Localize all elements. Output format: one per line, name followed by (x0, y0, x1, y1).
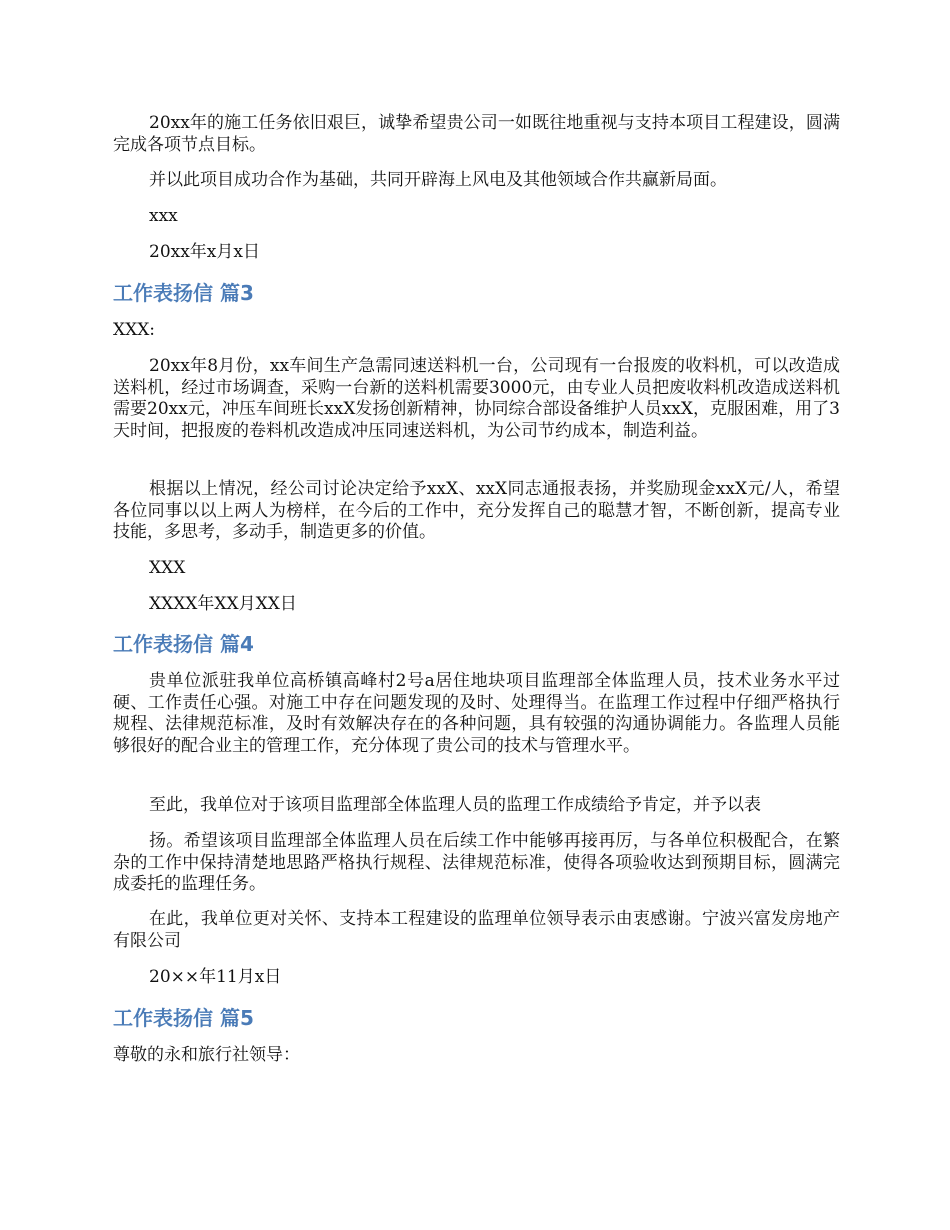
section-3-signature: XXX (149, 558, 186, 578)
section-3-paragraph-1: 20xx年8月份，xx车间生产急需同速送料机一台，公司现有一台报废的收料机，可以改造成送料机，经过市场调查，采购一台新的送料机需要3000元，由专业人员把废收料机改造成送料机需要20xx元，冲压车间班长xxX发扬创新精神，协同综合部设备维护人员xxX，克服困难，用了3天时间，把报废的卷料机改造成冲压同速送料机，为公司节约成本，制造利益。 (113, 356, 840, 441)
intro-signature: xxx (149, 206, 178, 226)
intro-date: 20xx年x月x日 (149, 242, 260, 262)
section-4-heading: 工作表扬信 篇4 (113, 632, 254, 656)
section-4-paragraph-2: 至此，我单位对于该项目监理部全体监理人员的监理工作成绩给予肯定，并予以表 (149, 795, 761, 815)
section-3-heading: 工作表扬信 篇3 (113, 281, 254, 305)
intro-paragraph-2: 并以此项目成功合作为基础，共同开辟海上风电及其他领域合作共赢新局面。 (149, 170, 727, 190)
section-3-paragraph-2: 根据以上情况，经公司讨论决定给予xxX、xxX同志通报表扬，并奖励现金xxX元/人，希望各位同事以以上两人为榜样，在今后的工作中，充分发挥自己的聪慧才智，不断创新，提高专业技能，多思考，多动手，制造更多的价值。 (113, 479, 840, 542)
section-4-paragraph-1: 贵单位派驻我单位高桥镇高峰村2号a居住地块项目监理部全体监理人员，技术业务水平过硬、工作责任心强。对施工中存在问题发现的及时、处理得当。在监理工作过程中仔细严格执行规程、法律规范标准，及时有效解决存在的各种问题，具有较强的沟通协调能力。各监理人员能够很好的配合业主的管理工作，充分体现了贵公司的技术与管理水平。 (113, 671, 840, 756)
section-4-paragraph-4: 在此，我单位更对关怀、支持本工程建设的监理单位领导表示由衷感谢。宁波兴富发房地产有限公司 (113, 909, 840, 951)
section-4-paragraph-3: 扬。希望该项目监理部全体监理人员在后续工作中能够再接再厉，与各单位积极配合，在繁杂的工作中保持清楚地思路严格执行规程、法律规范标准，使得各项验收达到预期目标，圆满完成委托的监理任务。 (113, 831, 840, 894)
section-3-date: XXXX年XX月XX日 (149, 594, 297, 614)
section-5-salutation: 尊敬的永和旅行社领导： (113, 1045, 300, 1065)
section-4-date: 20××年11月x日 (149, 967, 282, 987)
intro-paragraph-1: 20xx年的施工任务依旧艰巨，诚挚希望贵公司一如既往地重视与支持本项目工程建设，圆满完成各项节点目标。 (113, 113, 840, 155)
section-3-salutation: XXX: (113, 320, 156, 340)
section-5-heading: 工作表扬信 篇5 (113, 1006, 254, 1030)
